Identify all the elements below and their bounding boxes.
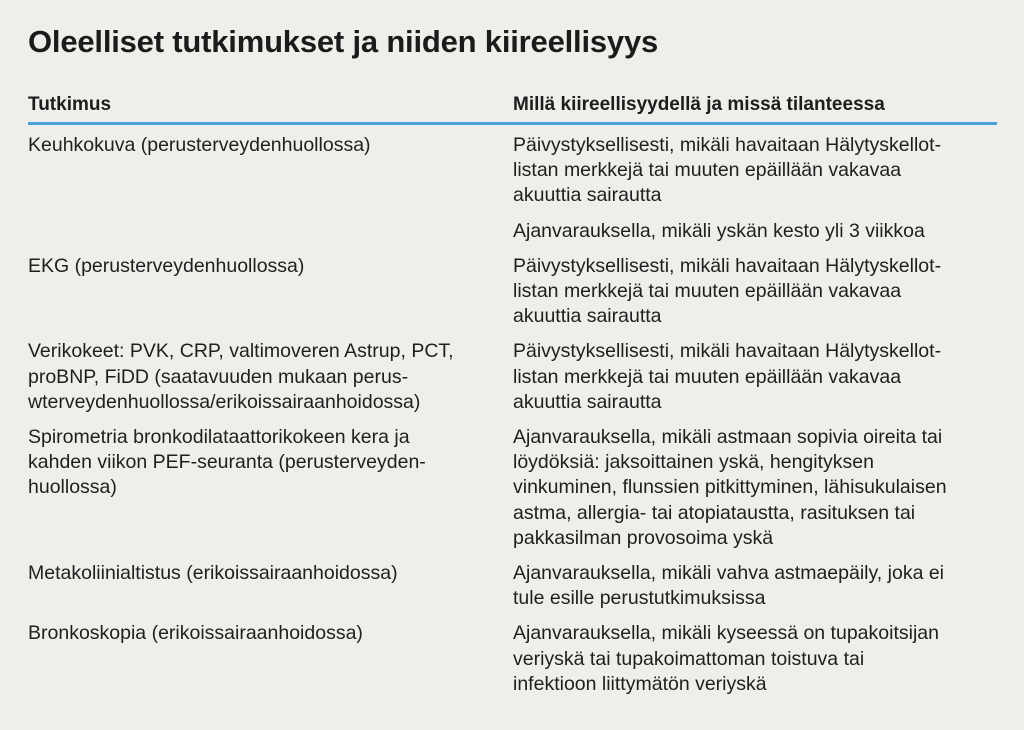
urgency-line: listan merkkejä tai muuten epäillään vakavaa [513,159,902,182]
urgency-line: astma, allergia- tai atopiataustta, rasituksen tai [513,501,916,524]
page-title: Oleelliset tutkimukset ja niiden kiireellisyys [28,24,659,59]
table-row [28,561,997,611]
urgency-line: infektioon liittymätön veriyskä [513,672,767,695]
test-line: kahden viikon PEF-seuranta (perusterveyden- [28,451,426,474]
test-line: Spirometria bronkodilataattorikokeen kera ja [28,426,410,449]
test-line: Verikokeet: PVK, CRP, valtimoveren Astrup, PCT, [28,340,454,363]
test-cell [28,339,513,415]
urgency-line: Ajanvarauksella, mikäli vahva astmaepäily, joka ei [513,562,945,585]
urgency-cell [513,621,997,697]
test-line: Keuhkokuva (perusterveydenhuollossa) [28,134,371,156]
table-row [28,621,997,697]
urgency-line: löydöksiä: jaksoittainen yskä, hengityksen [513,451,874,474]
urgency-line: Päivystyksellisesti, mikäli havaitaan Hälytyskellot- [513,340,942,363]
urgency-line: akuuttia sairautta [513,390,662,413]
urgency-line: akuuttia sairautta [513,184,662,207]
table-row [28,219,997,244]
urgency-line: Päivystyksellisesti, mikäli havaitaan Hälytyskellot- [513,254,942,277]
table-row [28,133,997,209]
urgency-line: veriyskä tai tupakoimattoman toistuva tai [513,647,865,670]
urgency-line: tule esille perustutkimuksissa [513,587,766,610]
test-line: wterveydenhuollossa/erikoissairaanhoidossa) [28,390,421,413]
urgency-line: Ajanvarauksella, mikäli kyseessä on tupakoitsijan [513,622,939,645]
urgency-cell [513,425,997,551]
test-cell [28,425,513,551]
urgency-line: Ajanvarauksella, mikäli yskän kesto yli 3 viikkoa [513,219,925,242]
urgency-cell [513,133,997,209]
table-body [28,133,997,697]
test-line: EKG (perusterveydenhuollossa) [28,254,305,277]
test-line: proBNP, FiDD (saatavuuden mukaan perus- [28,365,409,388]
test-line: huollossa) [28,476,117,499]
urgency-line: pakkasilman provosoima yskä [513,526,774,549]
urgency-cell [513,339,997,415]
urgency-line: listan merkkejä tai muuten epäillään vakavaa [513,280,902,303]
urgency-line: akuuttia sairautta [513,305,662,328]
header-test: Tutkimus [28,94,112,115]
urgency-line: listan merkkejä tai muuten epäillään vakavaa [513,365,902,388]
test-cell [28,561,513,611]
urgency-cell [513,561,997,611]
urgency-line: vinkuminen, flunssien pitkittyminen, lähisukulaisen [513,476,947,499]
urgency-cell [513,219,997,244]
urgency-line: Ajanvarauksella, mikäli astmaan sopivia oireita tai [513,426,943,449]
test-cell [28,254,513,330]
test-cell [28,219,513,244]
table-row [28,425,997,551]
urgency-cell [513,254,997,330]
urgency-line: Päivystyksellisesti, mikäli havaitaan Hälytyskellot- [513,134,942,156]
table-row [28,254,997,330]
table-row [28,339,997,415]
test-cell [28,621,513,697]
table-header [28,94,997,125]
test-line: Bronkoskopia (erikoissairaanhoidossa) [28,622,363,645]
header-urgency: Millä kiireellisyydellä ja missä tilanteessa [513,94,885,115]
test-line: Metakoliinialtistus (erikoissairaanhoidossa) [28,562,398,585]
test-cell [28,133,513,209]
